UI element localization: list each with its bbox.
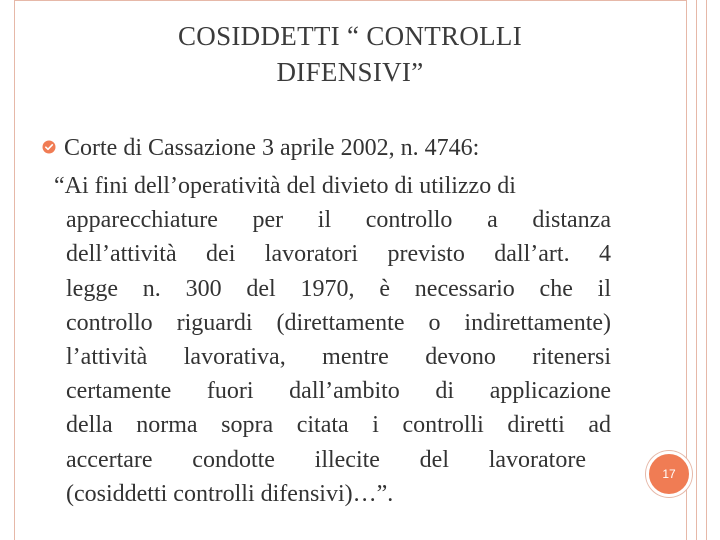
quote-line: apparecchiature per il controllo a distanza (66, 207, 611, 234)
slide-title-line: COSIDDETTI “ CONTROLLI (177, 21, 523, 51)
quote-line: (cosiddetti controlli difensivi)…”. (66, 480, 394, 507)
quote-line: legge n. 300 del 1970, è necessario che il (66, 275, 611, 302)
quote-line: dell’attività dei lavoratori previsto dall’art. 4 (66, 241, 611, 268)
quote-block (54, 169, 611, 511)
quote-line: “Ai fini dell’operatività del divieto di utilizzo di (54, 173, 516, 199)
quote-line: della norma sopra citata i controlli diretti ad (66, 412, 611, 439)
quote-line: l’attività lavorativa, mentre devono ritenersi (66, 343, 611, 370)
quote-line: certamente fuori dall’ambito di applicazione (66, 378, 611, 405)
page-number: 17 (662, 467, 676, 481)
frame-left-line (14, 0, 15, 540)
frame-top-line (14, 0, 686, 1)
quote-line: accertare condotte illecite del lavoratore (66, 446, 586, 473)
bullet-text: Corte di Cassazione 3 aprile 2002, n. 4746: (64, 135, 480, 161)
slide-title (90, 18, 610, 90)
frame-right-line (706, 0, 707, 540)
bullet-item (42, 133, 479, 163)
slide-title-line: DIFENSIVI” (276, 57, 424, 87)
frame-right-line (696, 0, 697, 540)
orange-circle-check-icon (42, 140, 56, 154)
page-number-badge (646, 451, 692, 497)
quote-line: controllo riguardi (direttamente o indirettamente) (66, 309, 611, 336)
